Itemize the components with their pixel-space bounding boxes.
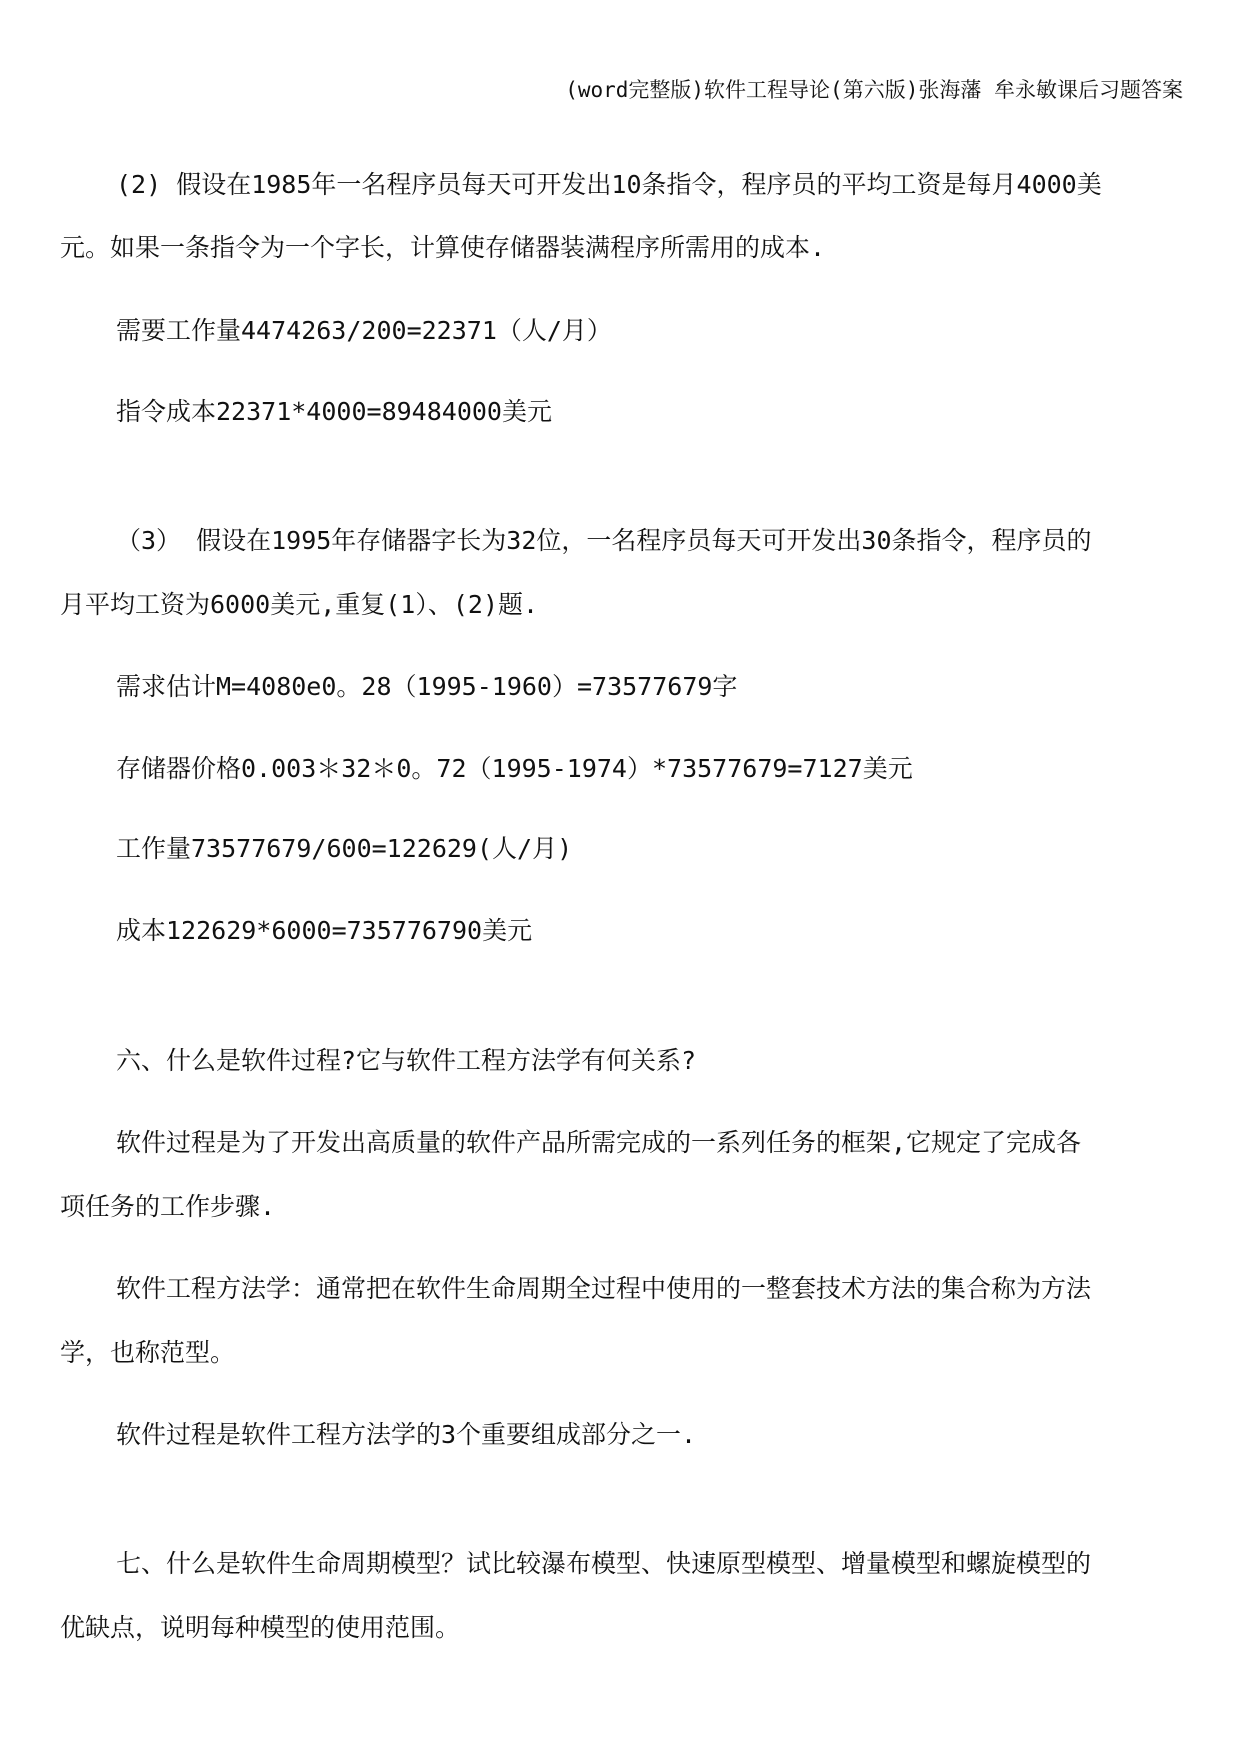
- answer-6-line5: 软件过程是软件工程方法学的3个重要组成部分之一.: [116, 1420, 697, 1449]
- paragraph-q2-line2: 元。如果一条指令为一个字长，计算使存储器装满程序所需用的成本.: [60, 233, 826, 262]
- question-6-heading: 六、什么是软件过程?它与软件工程方法学有何关系?: [116, 1046, 697, 1075]
- cost-calc: 成本122629*6000=735776790美元: [116, 916, 533, 945]
- paragraph-q3-line2: 月平均工资为6000美元,重复(1）、(2)题.: [60, 590, 539, 619]
- answer-6-line1: 软件过程是为了开发出高质量的软件产品所需完成的一系列任务的框架,它规定了完成各: [116, 1128, 1082, 1157]
- demand-estimate-calc: 需求估计M=4080e0。28（1995-1960）=73577679字: [116, 672, 738, 701]
- workload-calc-2: 工作量73577679/600=122629(人/月): [116, 834, 573, 863]
- memory-price-calc: 存储器价格0.003＊32＊0。72（1995-1974）*73577679=7127美元: [116, 754, 913, 783]
- answer-6-line4: 学，也称范型。: [60, 1338, 236, 1367]
- question-7-line2: 优缺点，说明每种模型的使用范围。: [60, 1613, 461, 1642]
- question-7-line1: 七、什么是软件生命周期模型？试比较瀑布模型、快速原型模型、增量模型和螺旋模型的: [116, 1549, 1092, 1578]
- workload-calc: 需要工作量4474263/200=22371（人/月）: [116, 316, 612, 345]
- instruction-cost-calc: 指令成本22371*4000=89484000美元: [116, 397, 552, 426]
- paragraph-q2-line1: (2) 假设在1985年一名程序员每天可开发出10条指令，程序员的平均工资是每月4000美: [116, 170, 1102, 199]
- answer-6-line3: 软件工程方法学：通常把在软件生命周期全过程中使用的一整套技术方法的集合称为方法: [116, 1274, 1092, 1303]
- answer-6-line2: 项任务的工作步骤.: [60, 1192, 276, 1221]
- document-header: (word完整版)软件工程导论(第六版)张海藩 牟永敏课后习题答案: [565, 78, 1183, 102]
- paragraph-q3-line1: （3） 假设在1995年存储器字长为32位，一名程序员每天可开发出30条指令，程序员的: [116, 526, 1092, 555]
